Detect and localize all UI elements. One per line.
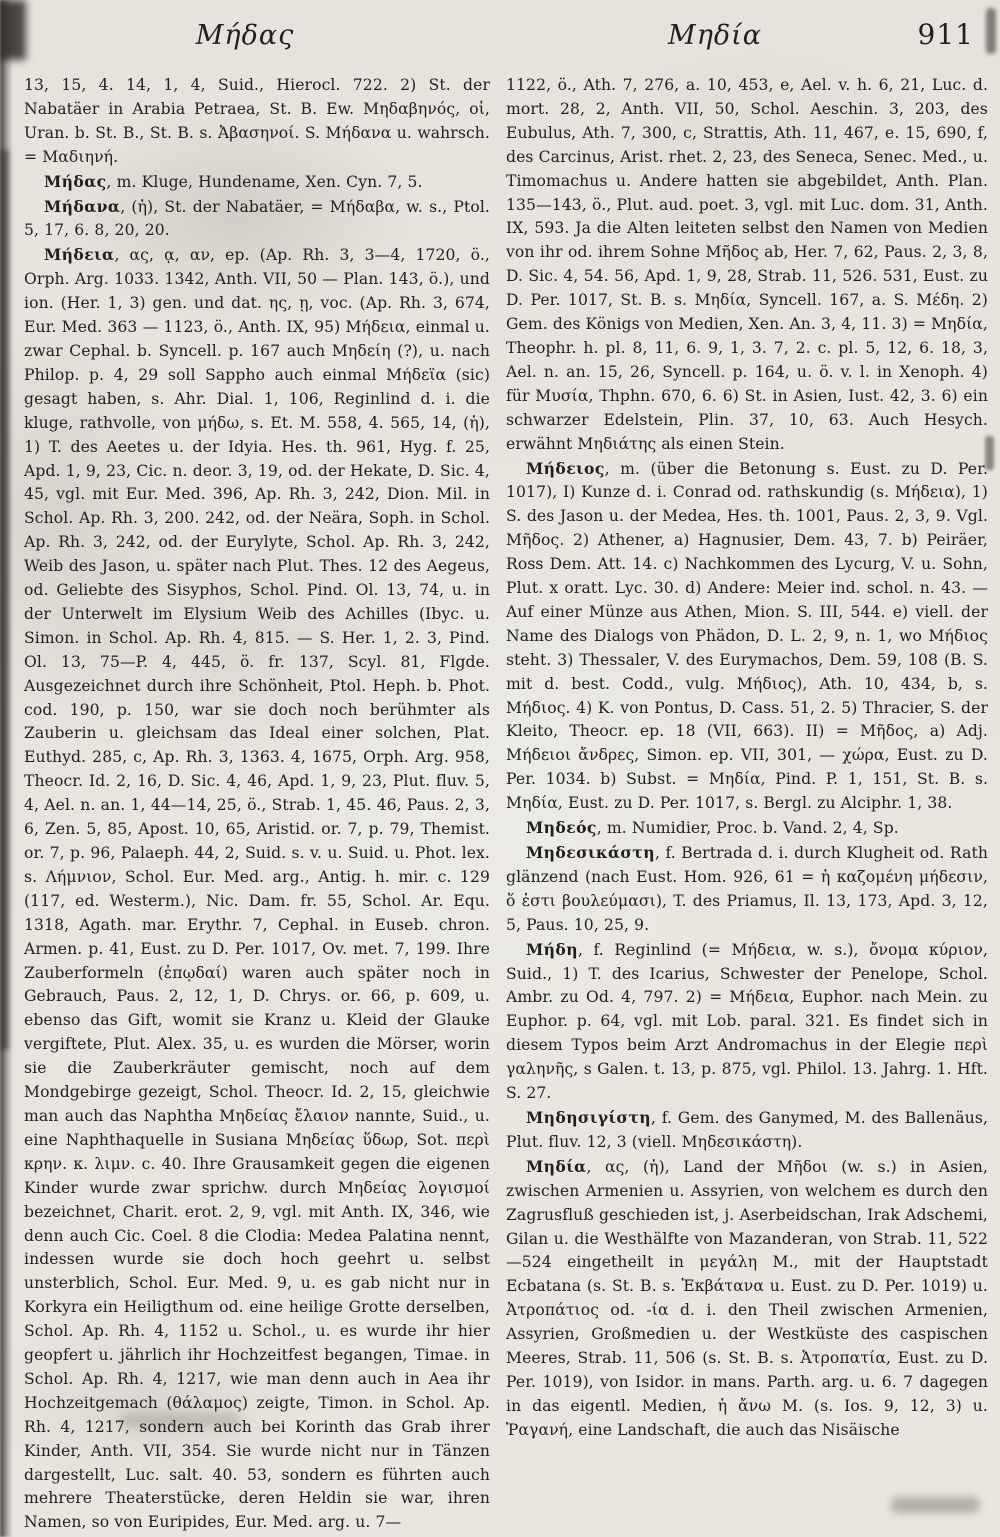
entry-headword: Μήδεια bbox=[44, 245, 115, 265]
continued-paragraph: 1122, ö., Ath. 7, 276, a. 10, 453, e, Ael. v. h. 6, 21, Luc. d. mort. 28, 2, Anth. VII, 50, Schol. Aeschin. 3, 203, des Eubulus, Ath. 7, 300, c, Strattis, Ath. 11, 467, e. 15, 690, f, des Carcinus, Arist. rhet. 2, 23, des Seneca, Senec. Med., u. Timomachus u. Andere hatten sie abgebildet, Anth. Plan. 135—143, ö., Plut. aud. poet. 3, vgl. mit Luc. dom. 31, Anth. IX, 593. Ja die Alten leiteten selbst den Namen von Medien von ihr od. ihrem Sohne Μῆδος ab, Her. 7, 62, Paus. 2, 3, 8, D. Sic. 4, 54. 56, Apd. 1, 9, 28, Strab. 11, 526. 531, Eust. zu D. Per. 1017, St. B. s. Μηδία, Syncell. 167, a. S. Μέδη. 2) Gem. des Königs von Medien, Xen. An. 3, 4, 11. 3) = Μηδία, Theophr. h. pl. 8, 11, 6. 9, 1, 3. 7, 2. c. pl. 5, 12, 6. 18, 3, Ael. n. an. 15, 26, Syncell. p. 164, u. ö. v. l. in Xenoph. 4) für Μυσία, Thphn. 670, 6. 6) St. in Asien, Iust. 42, 3. 6) ein schwarzer Edelstein, Plin. 37, 10, 63. Auch Hesych. erwähnt Μηδιάτης als einen Stein. bbox=[506, 76, 988, 453]
dictionary-entry: Μήδεια, ας, ᾳ, αν, ep. (Ap. Rh. 3, 3—4, 1720, ö., Orph. Arg. 1033. 1342, Anth. VII, 50 — Plan. 143, ö.), und ion. (Her. 1, 3) gen. und dat. ης, ῃ, voc. (Ap. Rh. 3, 674, Eur. Med. 363 — 1123, ö., Anth. IX, 95) Μήδεια, einmal u. zwar Cephal. b. Syncell. p. 167 auch Μηδείη (?), u. nach Philop. p. 4, 29 soll Sappho auch einmal Μήδεϊα (sic) gesagt haben, s. Ahr. Dial. 1, 106, Reginlind d. i. die kluge, rathvolle, von μήδω, s. Et. M. 558, 4. 565, 14, (ἡ), 1) T. des Aeetes u. der Idyia. Hes. th. 961, Hyg. f. 25, Apd. 1, 9, 23, Cic. n. deor. 3, 19, od. der Hekate, D. Sic. 4, 45, vgl. mit Eur. Med. 396, Ap. Rh. 3, 242, Dion. Mil. in Schol. Ap. Rh. 3, 200. 242, od. der Neära, Soph. in Schol. Ap. Rh. 3, 242, od. der Eurylyte, Schol. Ap. Rh. 3, 242, Weib des Jason, u. später nach Plut. Thes. 12 des Aegeus, od. Geliebte des Sisyphos, Schol. Pind. Ol. 13, 74, u. in der Unterwelt im Elysium Weib des Achilles (Ibyc. u. Simon. in Schol. Ap. Rh. 4, 815. — S. Her. 1, 2. 3, Pind. Ol. 13, 75—P. 4, 445, ö. fr. 137, Scyl. 81, Flgde. Ausgezeichnet durch ihre Schönheit, Ptol. Heph. b. Phot. cod. 190, p. 150, war sie doch noch berühmter als Zauberin u. gleichsam das Ideal einer solchen, Plat. Euthyd. 285, c, Ap. Rh. 3, 1363. 4, 1675, Orph. Arg. 958, Theocr. Id. 2, 16, D. Sic. 4, 46, Apd. 1, 9, 23, Plut. fluv. 5, 4, Ael. n. an. 1, 44—14, 25, ö., Strab. 1, 45. 46, Paus. 2, 3, 6, Zen. 5, 85, Apost. 10, 65, Aristid. or. 7, p. 79, Themist. or. 7, p. 96, Palaeph. 44, 2, Suid. s. v. u. Suid. u. Phot. lex. s. Λήμνιον, Schol. Eur. Med. arg., Antig. h. mir. c. 129 (117, ed. Westerm.), Nic. Dam. fr. 55, Schol. Ar. Equ. 1318, Agath. mar. Erythr. 7, Cephal. in Euseb. chron. Armen. p. 41, Eust. zu D. Per. 1017, Ov. met. 7, 199. Ihre Zauberformeln (ἐπῳδαί) waren auch später noch in Gebrauch, Paus. 2, 12, 1, D. Chrys. or. 66, p. 609, u. ebenso das Gift, womit sie Kranz u. Kleid der Glauke vergiftete, Plut. Alex. 35, u. es wurden die Mörser, worin sie die Zauberkräuter gemischt, noch auf dem Mondgebirge gezeigt, Schol. Theocr. Id. 2, 15, gleichwie man auch das Naphtha Μηδείας ἔλαιον nannte, Suid., u. eine Naphthaquelle in Susiana Μηδείας ὕδωρ, Sot. περὶ κρην. κ. λιμν. c. 40. Ihre Grausamkeit gegen die eigenen Kinder wurde zwar sprichw. durch Μηδείας λογισμοί bezeichnet, Charit. erot. 2, 9, vgl. mit Anth. IX, 346, wie denn auch Cic. Coel. 8 die Clodia: Medea Palatina nennt, indessen wurde sie doch hoch geehrt u. selbst unsterblich, Schol. Eur. Med. 9, u. es gab nicht nur in Korkyra ein Heiligthum od. eine heilige Grotte derselben, Schol. Ap. Rh. 4, 1152 u. Schol., u. es wurde ihr hier geopfert u. jährlich ihr Hochzeitfest begangen, Timae. in Schol. Ap. Rh. 4, 1217, wie man denn auch in Aea ihr Hochzeitgemach (θάλαμος) zeigte, Timon. in Schol. Ap. Rh. 4, 1217, sondern auch bei Korinth das Grab ihrer Kinder, Anth. VII, 354. Sie wurde nicht nur in Tänzen dargestellt, Luc. salt. 40. 53, sondern es führten auch mehrere Theaterstücke, deren Heldin sie war, ihren Namen, so von Euripides, Eur. Med. arg. u. 7— bbox=[24, 245, 490, 1532]
entry-headword: Μήδανα bbox=[44, 196, 121, 216]
dictionary-entry: Μηδία, ας, (ἡ), Land der Μῆδοι (w. s.) in Asien, zwischen Armenien u. Assyrien, von welchem es durch den Zagrusfluß geschieden ist, j. Aserbeidschan, Irak Adschemi, Gilan u. die Westhälfte von Mazanderan, von Strab. 11, 522—524 eingetheilt in μεγάλη Μ., mit der Hauptstadt Ecbatana (s. St. B. s. Ἐκβάτανα u. Eust. zu D. Per. 1019) u. Ἀτροπάτιος od. -ία d. i. den Theil zwischen Armenien, Assyrien, Großmedien u. der Westküste des caspischen Meeres, Strab. 11, 506 (s. St. B. s. Ἀτροπατία, Eust. zu D. Per. 1019), von Isidor. in mans. Parth. arg. u. 6. 7 dagegen in das eigentl. Medien, ἡ ἄνω Μ. (s. Ios. 9, 12, 3) u. Ῥαγανή, eine Landschaft, die auch das Nisäische bbox=[506, 1156, 988, 1439]
entry-headword: Μηδησιγίστη bbox=[526, 1107, 651, 1127]
page-number: 911 bbox=[917, 18, 974, 51]
dictionary-entry: Μήδειος, m. (über die Betonung s. Eust. zu D. Per. 1017), I) Kunze d. i. Conrad od. rathskundig (s. Μήδεια), 1) S. des Jason u. der Medea, Hes. th. 1001, Paus. 2, 3, 9. Vgl. Μῆδος. 2) Athener, a) Hagnusier, Dem. 43, 7. b) Peiräer, Ross Dem. Att. 14. c) Nachkommen des Lycurg, V. u. Sohn, Plut. x oratt. Lyc. 30. d) Andere: Meier ind. schol. n. 43. — Auf einer Münze aus Athen, Mion. S. III, 544. e) viell. der Name des Dialogs von Phädon, D. L. 2, 9, n. 1, wo Μήδιος steht. 3) Thessaler, V. des Eurymachos, Dem. 59, 108 (B. S. mit d. best. Codd., vulg. Μήδιος), Ath. 10, 434, b, s. Μήδιος. 4) K. von Pontus, D. Cass. 51, 2. 5) Thracier, S. der Kleito, Theocr. ep. 18 (VII, 663). II) = Μῆδος, a) Adj. Μήδειοι ἄνδρες, Simon. ep. VII, 301, — χώρα, Eust. zu D. Per. 1034. b) Subst. = Μηδία, Pind. P. 1, 151, St. B. s. Μηδία, Eust. zu D. Per. 1017, s. Bergl. zu Alciphr. 1, 38. bbox=[506, 458, 988, 813]
running-head bbox=[0, 20, 1000, 64]
dictionary-entry: Μήδη, f. Reginlind (= Μήδεια, w. s.), ὄνομα κύριον, Suid., 1) T. des Icarius, Schwester der Penelope, Schol. Ambr. zu Od. 4, 797. 2) = Μήδεια, Euphor. nach Mein. zu Euphor. p. 64, vgl. mit Lob. paral. 321. Es findet sich in diesem Typos beim Arzt Andromachus in der Elegie περὶ γαληνῆς, s Galen. t. 13, p. 875, vgl. Philol. 13. Jahrg. 1. Hft. S. 27. bbox=[506, 939, 988, 1103]
left-column bbox=[24, 74, 490, 1537]
spine-shadow-mid bbox=[0, 150, 9, 1050]
text-columns bbox=[24, 74, 988, 1537]
dictionary-entry: Μηδησιγίστη, f. Gem. des Ganymed, M. des Ballenäus, Plut. fluv. 12, 3 (viell. Μηδεσικάστη). bbox=[506, 1107, 988, 1151]
right-column bbox=[506, 74, 988, 1537]
entry-headword: Μήδη bbox=[526, 939, 578, 959]
entry-headword: Μήδειος bbox=[526, 458, 605, 478]
entry-headword: Μηδεός bbox=[526, 818, 597, 838]
dictionary-entry: Μήδας, m. Kluge, Hundename, Xen. Cyn. 7, 5. bbox=[44, 171, 423, 191]
dictionary-entry: Μηδεός, m. Numidier, Proc. b. Vand. 2, 4, Sp. bbox=[526, 818, 899, 838]
running-head-right-title: Μηδία bbox=[668, 20, 762, 51]
entry-headword: Μηδία bbox=[526, 1156, 587, 1176]
running-head-left-title: Μήδας bbox=[195, 20, 295, 51]
entry-headword: Μήδας bbox=[44, 171, 107, 191]
dictionary-entry: Μήδανα, (ἡ), St. der Nabatäer, = Μήδαβα, w. s., Ptol. 5, 17, 6. 8, 20, 20. bbox=[24, 196, 490, 240]
entry-headword: Μηδεσικάστη bbox=[526, 843, 655, 862]
continued-paragraph: 13, 15, 4. 14, 1, 4, Suid., Hierocl. 722. 2) St. der Nabatäer in Arabia Petraea, St. B. Ew. Μηδαβηνός, οἱ, Uran. b. St. B., St. B. s. Ἀβασηνοί. S. Μήδανα u. wahrsch. = Μαδιηνή. bbox=[24, 76, 490, 166]
dictionary-entry: Μηδεσικάστη, f. Bertrada d. i. durch Klugheit od. Rath glänzend (nach Eust. Hom. 926, 61 = ἡ καζομένη μήδεσιν, ὅ ἐστι βουλεύμασι), T. des Priamus, Il. 13, 173, Apd. 3, 12, 5, Paus. 10, 25, 9. bbox=[506, 843, 988, 934]
